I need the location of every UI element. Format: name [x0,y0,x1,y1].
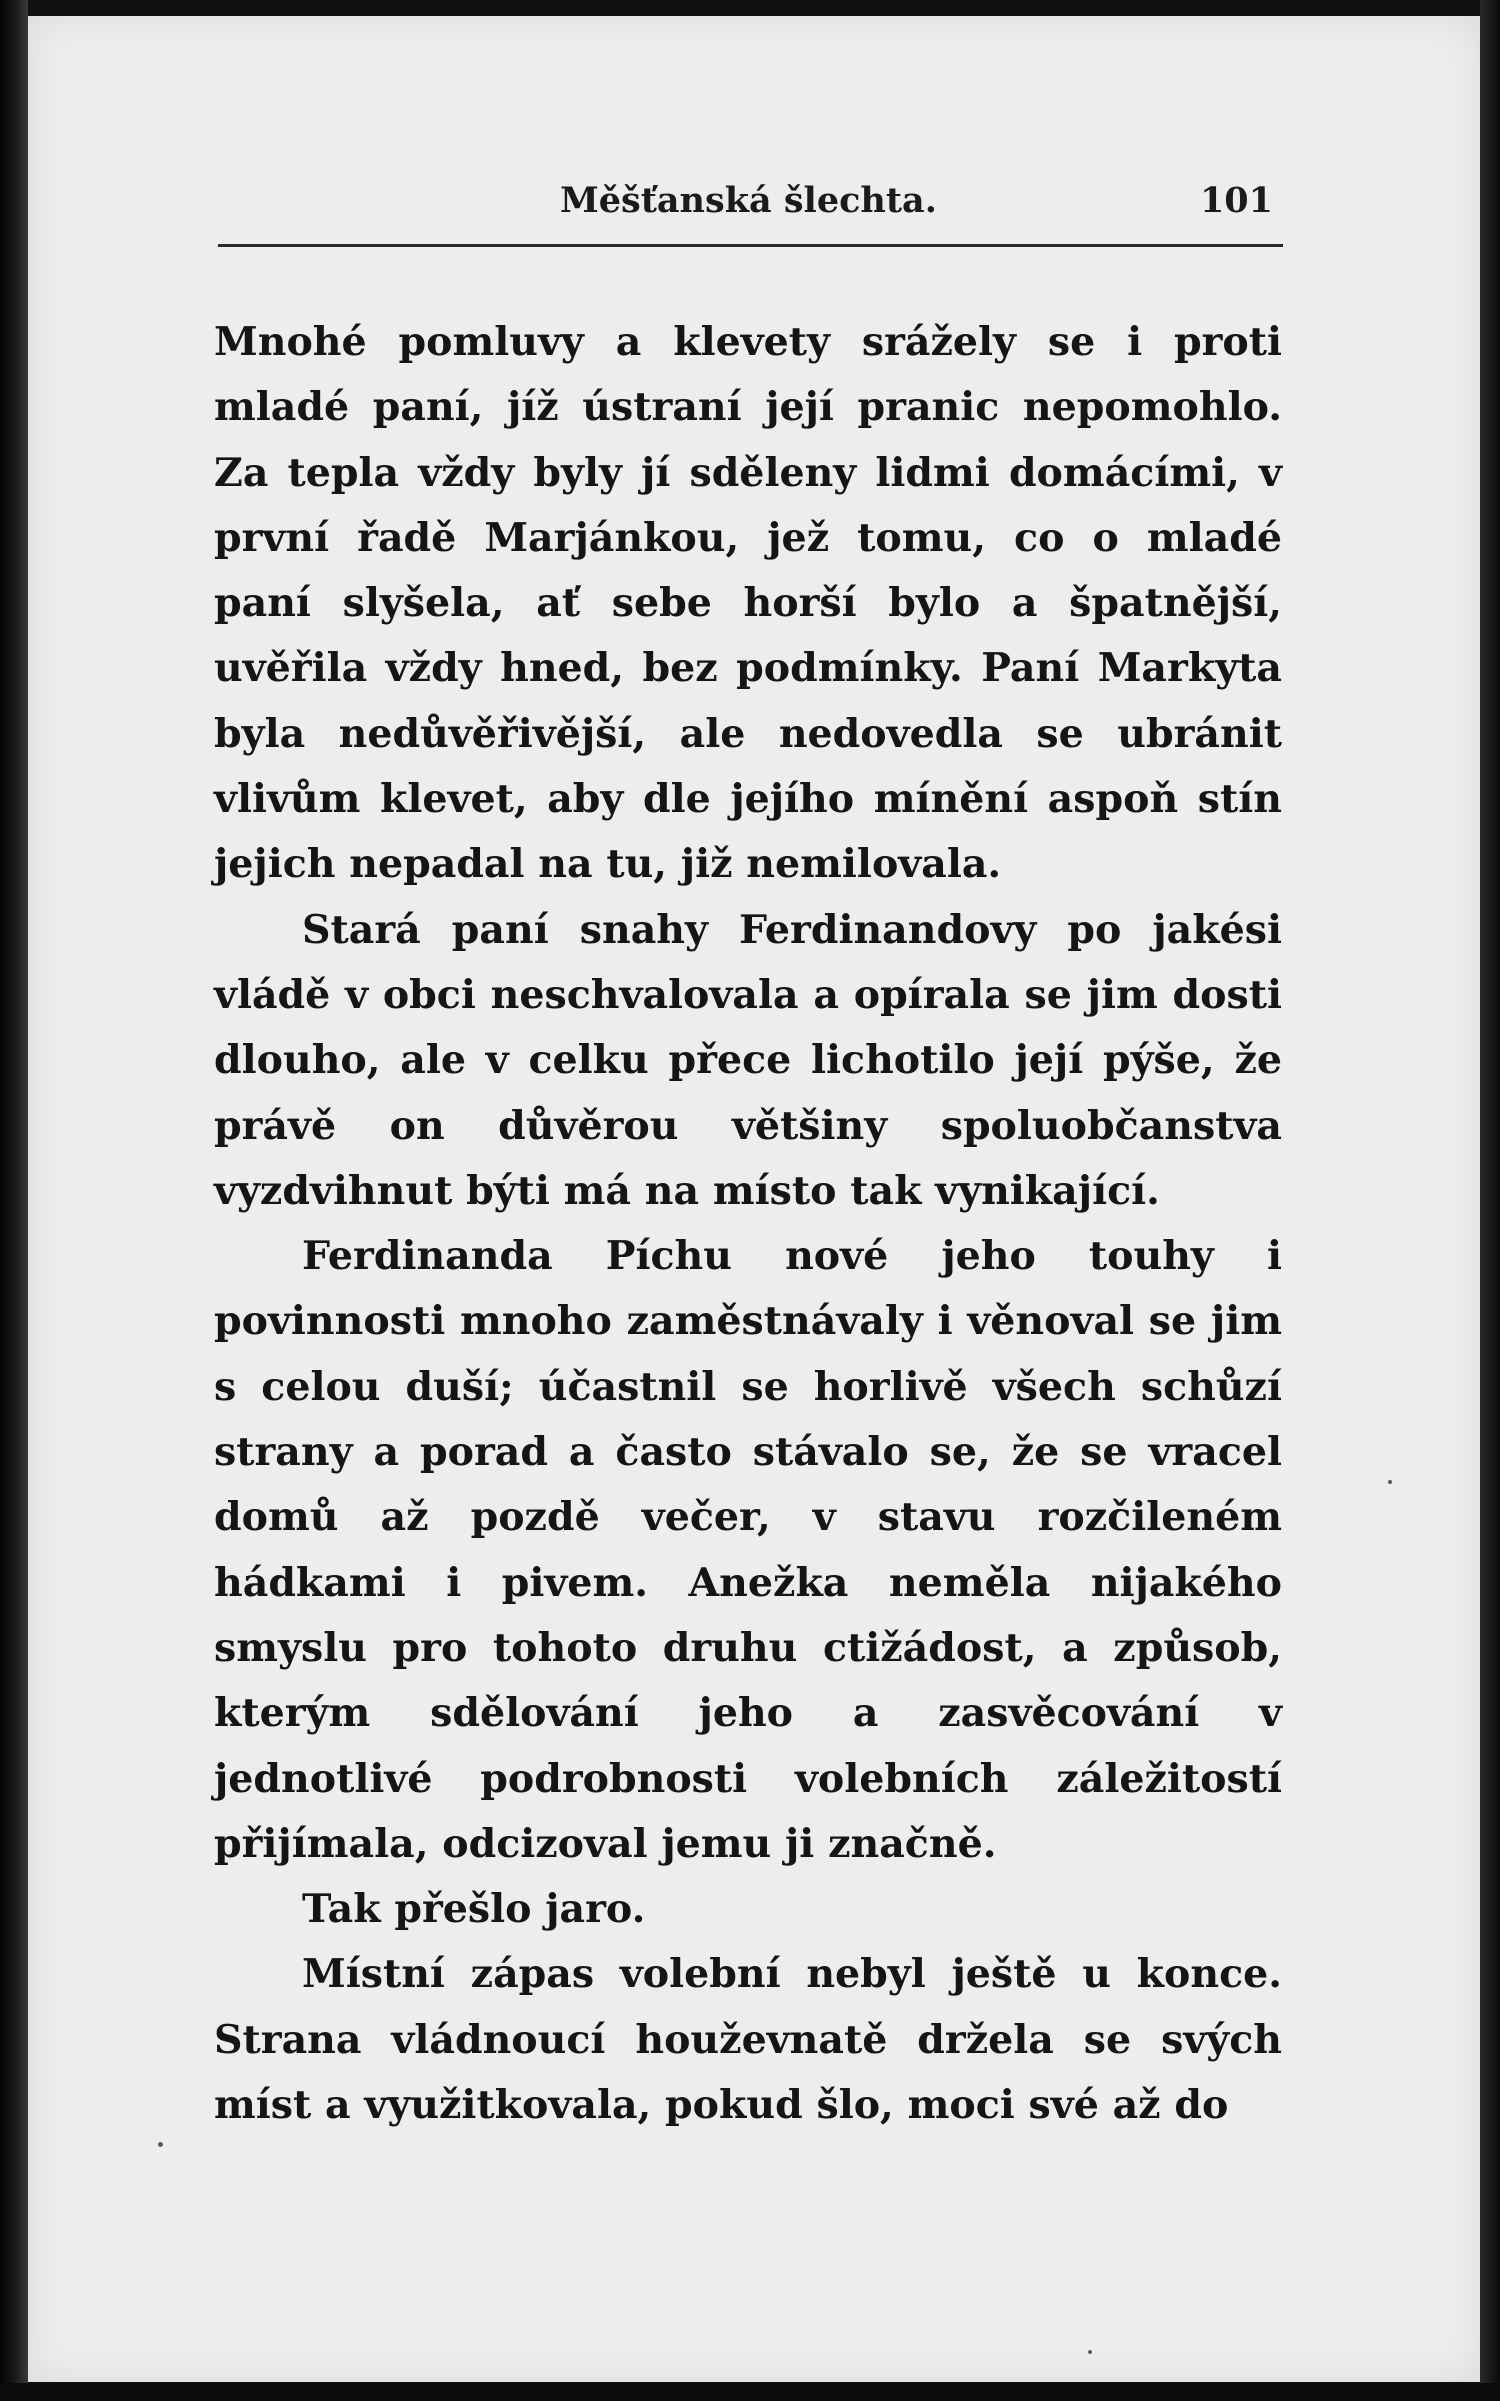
paragraph: Místní zápas volební nebyl ještě u konce. Strana vládnoucí houževnatě držela se svých míst a využitkovala, pokud šlo, moci své až do [214,1951,1282,2129]
paper-speck [1388,1480,1392,1484]
paragraph: Ferdinanda Píchu nové jeho touhy i povinnosti mnoho zaměstnávaly i věnoval se jim s celou duší; účastnil se horlivě všech schůzí strany a porad a často stávalo se, že se vracel domů až pozdě večer, v stavu rozčileném hádkami i pivem. Anežka neměla nijakého smyslu pro tohoto druhu ctižádost, a způsob, kterým sdělování jeho a zasvěcování v jednotlivé podrobnosti volebních záležitostí přijímala, odcizoval jemu ji značně. [214,1233,1282,1867]
paragraph: Stará paní snahy Ferdinandovy po jakési vládě v obci neschvalovala a opírala se jim dosti dlouho, ale v celku přece lichotilo její pýše, že právě on důvěrou většiny spoluobčanstva vyzdvihnut býti má na místo tak vynikající. [214,906,1282,1214]
book-spine-shadow [0,0,28,2401]
page-body [214,310,1282,2138]
paper-speck [1088,2350,1092,2354]
scan-right-edge [1480,0,1500,2401]
paragraph: Mnohé pomluvy a klevety srážely se i proti mladé paní, jíž ústraní její pranic nepomohlo. Za tepla vždy byly jí sděleny lidmi domácími, v první řadě Marjánkou, jež tomu, co o mladé paní slyšela, ať sebe horší bylo a špatnější, uvěřila vždy hned, bez podmínky. Paní Markyta byla nedůvěřivější, ale nedovedla se ubránit vlivům klevet, aby dle jejího mínění aspoň stín jejich nepadal na tu, již nemilovala. [214,319,1282,888]
running-title: Měšťanská šlechta. [560,180,937,221]
header-rule [218,244,1283,247]
page-number: 101 [1199,180,1273,221]
scan-bottom-edge [0,2383,1500,2401]
running-header [218,180,1283,232]
paper-speck [158,2142,163,2147]
paragraph: Tak přešlo jaro. [302,1886,646,1933]
